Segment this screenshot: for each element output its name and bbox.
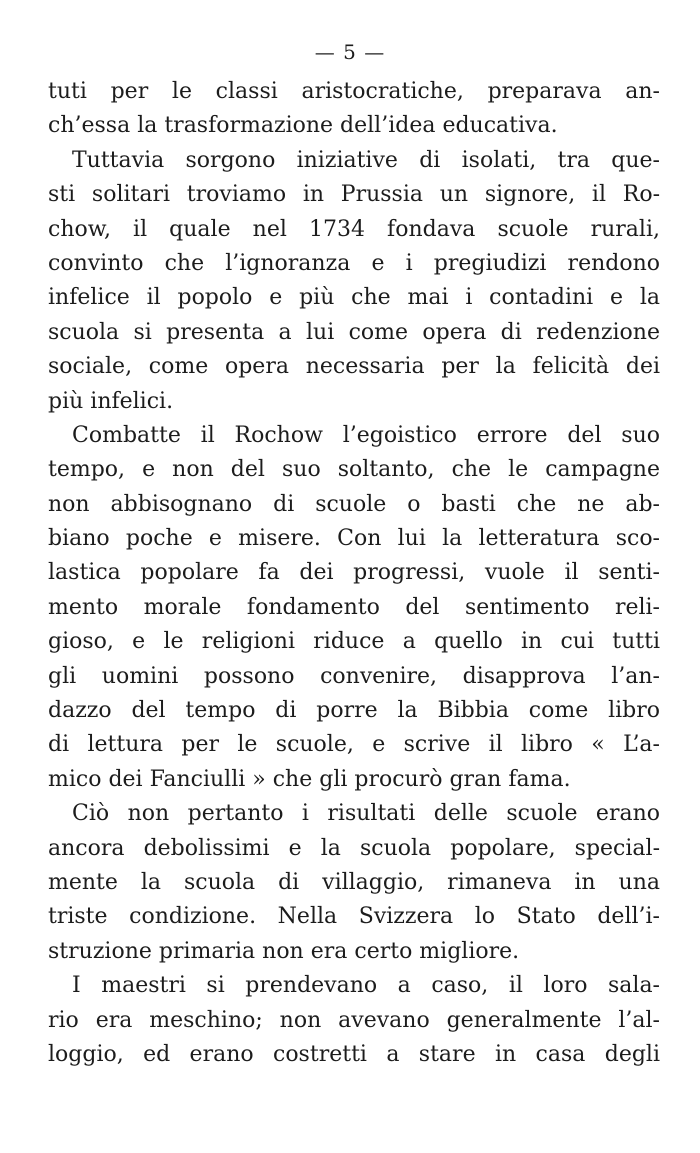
- text-line: non abbisognano di scuole o basti che ne ab-: [48, 491, 660, 517]
- text-line: tempo, e non del suo soltanto, che le campagne: [48, 457, 660, 483]
- text-line: loggio, ed erano costretti a stare in casa degli: [48, 1041, 660, 1067]
- text-line: sociale, come opera necessaria per la felicità dei: [48, 354, 660, 380]
- text-line: gioso, e le religioni riduce a quello in cui tutti: [48, 629, 660, 655]
- text-line: più infelici.: [48, 388, 174, 414]
- text-line: gli uomini possono convenire, disapprova l’an-: [48, 663, 660, 689]
- text-line: dazzo del tempo di porre la Bibbia come libro: [48, 698, 660, 724]
- text-line: ancora debolissimi e la scuola popolare, special-: [48, 835, 660, 861]
- text-line: triste condizione. Nella Svizzera lo Stato dell’i-: [48, 904, 660, 930]
- text-line: chow, il quale nel 1734 fondava scuole rurali,: [48, 216, 660, 242]
- page-number: — 5 —: [314, 40, 386, 64]
- text-line: mente la scuola di villaggio, rimaneva in una: [48, 869, 660, 895]
- text-line: Ciò non pertanto i risultati delle scuole erano: [72, 801, 660, 827]
- text-line: convinto che l’ignoranza e i pregiudizi rendono: [48, 250, 660, 276]
- text-line: mento morale fondamento del sentimento reli-: [48, 594, 660, 620]
- text-line: mico dei Fanciulli » che gli procurò gran fama.: [48, 766, 571, 792]
- body-text: [48, 75, 660, 1072]
- text-line: tuti per le classi aristocratiche, preparava an-: [48, 79, 660, 104]
- text-line: ch’essa la trasformazione dell’idea educativa.: [48, 113, 558, 139]
- text-line: struzione primaria non era certo migliore.: [48, 938, 520, 964]
- text-line: Tuttavia sorgono iniziative di isolati, tra que-: [72, 147, 660, 173]
- text-line: di lettura per le scuole, e scrive il libro « L’a-: [48, 732, 660, 758]
- text-line: rio era meschino; non avevano generalmente l’al-: [48, 1007, 660, 1033]
- text-line: infelice il popolo e più che mai i contadini e la: [48, 285, 660, 311]
- text-line: Combatte il Rochow l’egoistico errore del suo: [72, 422, 660, 448]
- text-line: sti solitari troviamo in Prussia un signore, il Ro-: [48, 182, 660, 208]
- text-line: scuola si presenta a lui come opera di redenzione: [48, 319, 660, 345]
- text-line: lastica popolare fa dei progressi, vuole il senti-: [48, 560, 660, 586]
- text-line: biano poche e misere. Con lui la letteratura sco-: [48, 526, 660, 552]
- text-line: I maestri si prendevano a caso, il loro sala-: [72, 973, 660, 999]
